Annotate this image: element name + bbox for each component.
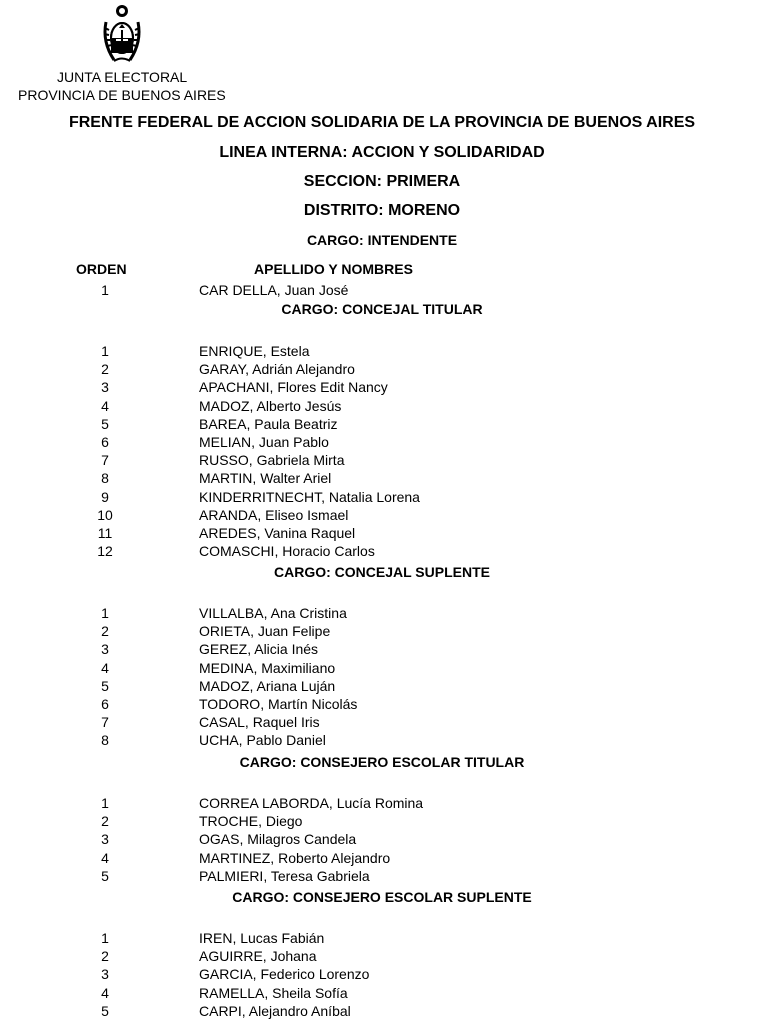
cargo-heading: CARGO: CONSEJERO ESCOLAR SUPLENTE [232, 889, 532, 905]
candidate-name: OGAS, Milagros Candela [199, 831, 357, 848]
candidate-order: 4 [101, 984, 109, 1001]
cargo-heading: CARGO: CONCEJAL TITULAR [281, 301, 483, 317]
candidate-name: GEREZ, Alicia Inés [199, 641, 319, 658]
candidate-name: AREDES, Vanina Raquel [199, 525, 356, 541]
candidate-row [0, 713, 764, 731]
candidate-order: 3 [101, 831, 109, 848]
column-header-orden: ORDEN [76, 261, 127, 277]
candidate-order: 9 [101, 488, 109, 505]
candidate-order: 1 [101, 343, 109, 359]
candidate-order: 4 [101, 397, 109, 414]
candidate-order: 11 [97, 525, 113, 541]
candidate-order: 1 [101, 605, 109, 621]
column-header-nombres: APELLIDO Y NOMBRES [254, 261, 413, 277]
candidate-row [0, 378, 764, 396]
candidate-row [0, 677, 764, 695]
candidate-row [0, 984, 764, 1002]
candidate-row [0, 965, 764, 983]
cargo-heading: CARGO: INTENDENTE [306, 232, 458, 248]
candidate-name: MELIAN, Juan Pablo [199, 434, 329, 450]
candidate-name: CORREA LABORDA, Lucía Romina [199, 795, 424, 811]
candidate-name: TODORO, Martín Nicolás [199, 696, 358, 712]
candidate-order: 3 [101, 641, 109, 658]
candidate-name: ORIETA, Juan Felipe [199, 623, 331, 640]
candidate-name: RUSSO, Gabriela Mirta [199, 452, 345, 469]
candidate-name: BAREA, Paula Beatriz [199, 415, 338, 432]
candidate-row [0, 947, 764, 965]
candidate-order: 4 [101, 849, 109, 866]
candidate-order: 1 [101, 930, 109, 946]
candidate-name: TROCHE, Diego [199, 813, 303, 830]
candidate-row [0, 415, 764, 433]
candidate-order: 6 [101, 434, 109, 450]
candidate-name: IREN, Lucas Fabián [199, 930, 325, 946]
candidate-row [0, 640, 764, 658]
candidate-name: CAR DELLA, Juan José [199, 282, 349, 298]
candidate-row [0, 451, 764, 469]
candidate-name: VILLALBA, Ana Cristina [199, 605, 347, 621]
candidate-row [0, 830, 764, 848]
candidate-row [0, 659, 764, 677]
candidate-row [0, 397, 764, 415]
candidate-name: ENRIQUE, Estela [199, 343, 310, 359]
candidate-row [0, 794, 764, 812]
candidate-row [0, 622, 764, 640]
linea-interna: LINEA INTERNA: ACCION Y SOLIDARIDAD [219, 144, 545, 161]
candidate-name: CASAL, Raquel Iris [199, 714, 320, 731]
candidate-name: UCHA, Pablo Daniel [199, 732, 326, 749]
candidate-order: 5 [101, 1002, 109, 1019]
candidate-row [0, 506, 764, 524]
seccion: SECCION: PRIMERA [303, 173, 461, 190]
candidate-order: 6 [101, 696, 109, 712]
candidate-order: 8 [101, 470, 109, 487]
candidate-row [0, 849, 764, 867]
candidate-name: RAMELLA, Sheila Sofía [199, 984, 348, 1001]
candidate-name: MARTINEZ, Roberto Alejandro [199, 849, 391, 866]
candidate-name: GARCIA, Federico Lorenzo [199, 966, 370, 983]
candidate-order: 1 [101, 795, 109, 811]
candidate-row [0, 488, 764, 506]
candidate-order: 3 [101, 379, 109, 396]
candidate-order: 10 [97, 506, 113, 523]
cargo-heading: CARGO: CONSEJERO ESCOLAR TITULAR [239, 754, 525, 770]
distrito: DISTRITO: MORENO [303, 202, 461, 219]
candidate-name: MEDINA, Maximiliano [199, 659, 336, 676]
candidate-row [0, 281, 764, 299]
candidate-name: MADOZ, Ariana Luján [199, 677, 336, 694]
candidate-row [0, 812, 764, 830]
candidate-row [0, 524, 764, 542]
candidate-name: GARAY, Adrián Alejandro [199, 361, 355, 378]
candidate-row [0, 360, 764, 378]
candidate-name: AGUIRRE, Johana [199, 948, 317, 965]
candidate-order: 3 [101, 966, 109, 983]
candidate-row [0, 1002, 764, 1020]
candidate-order: 5 [101, 677, 109, 694]
candidate-order: 4 [101, 659, 109, 676]
candidate-name: COMASCHI, Horacio Carlos [199, 543, 375, 560]
candidate-row [0, 433, 764, 451]
candidate-row [0, 695, 764, 713]
candidate-name: PALMIERI, Teresa Gabriela [199, 867, 370, 884]
candidate-name: APACHANI, Flores Edit Nancy [199, 379, 388, 396]
candidate-name: MARTIN, Walter Ariel [199, 470, 332, 487]
cargo-heading: CARGO: CONCEJAL SUPLENTE [274, 564, 490, 580]
candidate-order: 2 [101, 361, 109, 378]
candidate-order: 8 [101, 732, 109, 749]
candidate-order: 12 [97, 543, 113, 560]
candidate-name: CARPI, Alejandro Aníbal [199, 1002, 351, 1019]
candidate-row [0, 731, 764, 749]
candidate-row [0, 542, 764, 560]
candidate-row [0, 469, 764, 487]
candidate-order: 2 [101, 948, 109, 965]
party-name: FRENTE FEDERAL DE ACCION SOLIDARIA DE LA PROVINCIA DE BUENOS AIRES [68, 114, 696, 131]
candidate-row [0, 604, 764, 622]
candidate-row [0, 929, 764, 947]
candidate-order: 5 [101, 867, 109, 884]
candidate-order: 5 [101, 415, 109, 432]
candidate-name: ARANDA, Eliseo Ismael [199, 506, 349, 523]
candidate-order: 2 [101, 623, 109, 640]
candidate-order: 2 [101, 813, 109, 830]
candidate-order: 1 [101, 282, 109, 298]
institution-name: JUNTA ELECTORAL [57, 69, 188, 85]
candidate-order: 7 [101, 714, 109, 731]
candidate-row [0, 867, 764, 885]
candidate-row [0, 342, 764, 360]
candidate-name: KINDERRITNECHT, Natalia Lorena [199, 488, 420, 505]
candidate-order: 7 [101, 452, 109, 469]
candidate-name: MADOZ, Alberto Jesús [199, 397, 342, 414]
coat-of-arms-seal [100, 2, 144, 64]
institution-province: PROVINCIA DE BUENOS AIRES [18, 87, 226, 103]
